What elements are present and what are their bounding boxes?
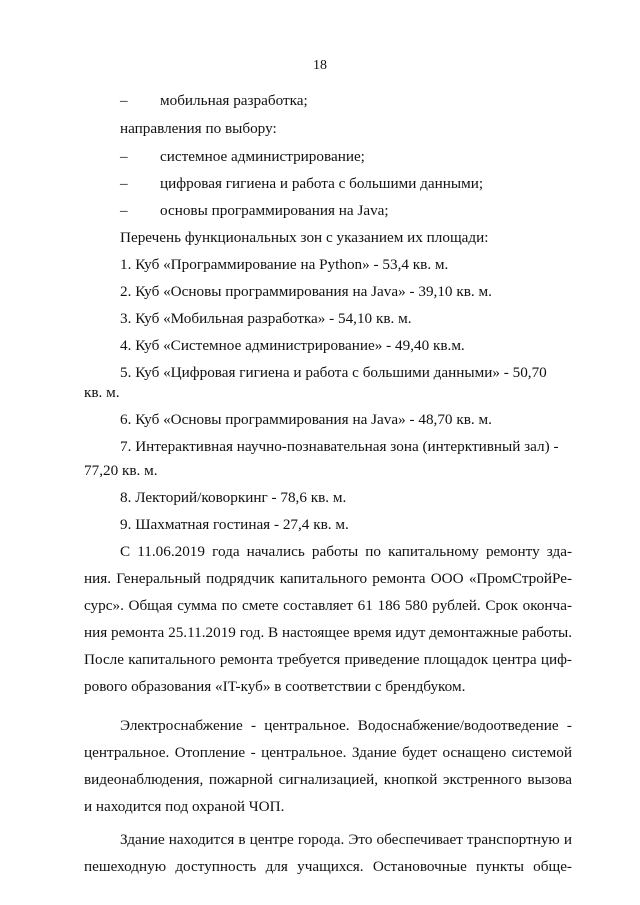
zone-item: 1. Куб «Программирование на Python» - 53,4 кв. м. xyxy=(120,256,449,273)
bullet-text: основы программирования на Java; xyxy=(160,202,389,219)
dash-marker: – xyxy=(120,92,128,109)
bullet-text: цифровая гигиена и работа с большими данными; xyxy=(160,175,484,192)
dash-marker: – xyxy=(120,175,128,192)
zone-item: 8. Лекторий/коворкинг - 78,6 кв. м. xyxy=(120,489,347,506)
paragraph-line: ния ремонта 25.11.2019 год. В настоящее время идут демонтажные работы. xyxy=(84,624,572,641)
zone-item-continuation: 77,20 кв. м. xyxy=(84,462,158,479)
paragraph-line: сурс». Общая сумма по смете составляет 61 186 580 рублей. Срок оконча- xyxy=(84,597,572,614)
bullet-text: мобильная разработка; xyxy=(160,92,308,109)
zone-item: 3. Куб «Мобильная разработка» - 54,10 кв. м. xyxy=(120,310,412,327)
zone-item: 4. Куб «Системное администрирование» - 49,40 кв.м. xyxy=(120,337,465,354)
zone-item: 2. Куб «Основы программирования на Java» - 39,10 кв. м. xyxy=(120,283,492,300)
dash-marker: – xyxy=(120,148,128,165)
page-number: 18 xyxy=(313,58,327,73)
zone-item: 7. Интерактивная научно-познавательная зона (интерктивный зал) - xyxy=(120,438,559,455)
paragraph-line: После капитального ремонта требуется приведение площадок центра циф- xyxy=(84,651,572,668)
zones-heading: Перечень функциональных зон с указанием их площади: xyxy=(120,229,489,246)
paragraph-line: Электроснабжение - центральное. Водоснабжение/водоотведение - xyxy=(120,717,572,734)
zone-item: 6. Куб «Основы программирования на Java» - 48,70 кв. м. xyxy=(120,411,492,428)
zone-item-continuation: кв. м. xyxy=(84,384,120,401)
zone-item: 9. Шахматная гостиная - 27,4 кв. м. xyxy=(120,516,349,533)
choice-heading: направления по выбору: xyxy=(120,120,277,137)
paragraph-line: и находится под охраной ЧОП. xyxy=(84,798,285,815)
zone-item: 5. Куб «Цифровая гигиена и работа с большими данными» - 50,70 xyxy=(120,364,547,381)
dash-marker: – xyxy=(120,202,128,219)
paragraph-line: Здание находится в центре города. Это обеспечивает транспортную и xyxy=(120,831,572,848)
bullet-text: системное администрирование; xyxy=(160,148,365,165)
paragraph-line: ния. Генеральный подрядчик капитального ремонта ООО «ПромСтройРе- xyxy=(84,570,572,587)
paragraph-line: центральное. Отопление - центральное. Здание будет оснащено системой xyxy=(84,744,572,761)
paragraph-line: видеонаблюдения, пожарной сигнализацией, кнопкой экстренного вызова xyxy=(84,771,572,788)
paragraph-line: рового образования «IT-куб» в соответствии с брендбуком. xyxy=(84,678,466,695)
paragraph-line: пешеходную доступность для учащихся. Остановочные пункты обще- xyxy=(84,858,572,875)
paragraph-line: С 11.06.2019 года начались работы по капитальному ремонту зда- xyxy=(120,543,572,560)
